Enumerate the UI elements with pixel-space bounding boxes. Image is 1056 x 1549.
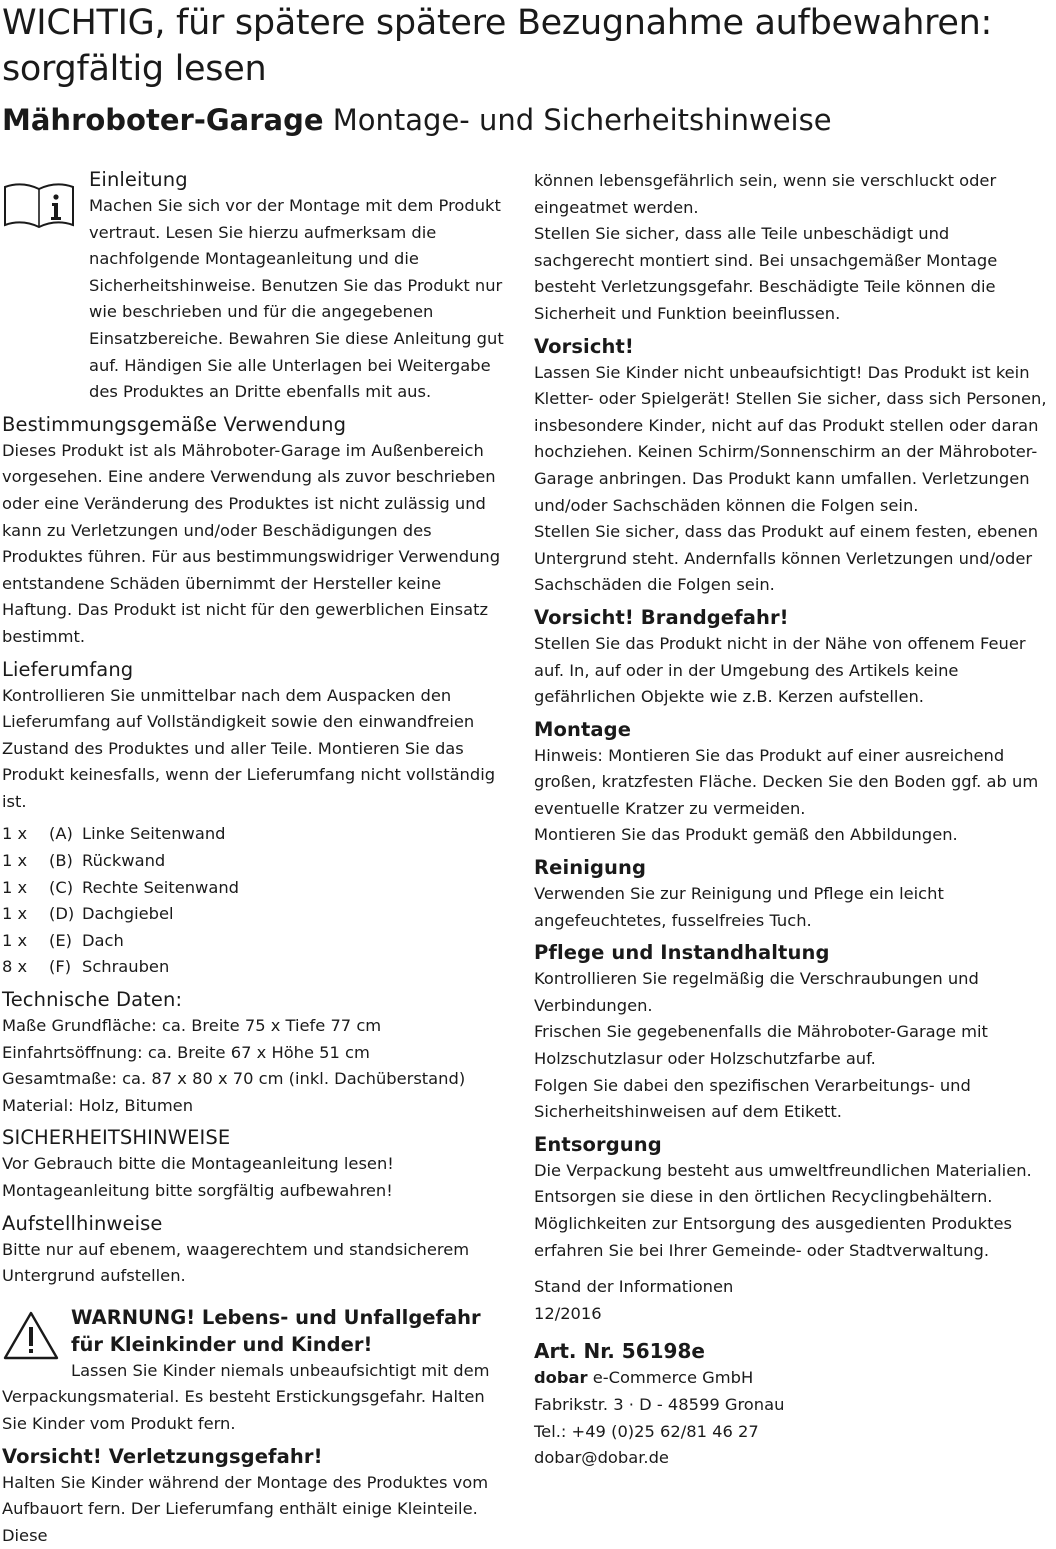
parts-list [2, 821, 512, 981]
tech-line: Einfahrtsöffnung: ca. Breite 67 x Höhe 51 cm [2, 1042, 370, 1062]
fire-heading: Vorsicht! Brandgefahr! [534, 605, 789, 629]
subtitle-product: Mähroboter-Garage [2, 103, 324, 137]
injury-text: Halten Sie Kinder während der Montage des Produktes vom Aufbauort fern. Der Lieferumfang enthält einige Kleinteile. Diese [2, 1472, 489, 1545]
page-title: WICHTIG, für spätere spätere Bezugnahme aufbewahren: sorgfältig lesen [2, 3, 993, 89]
list-item: 1 x (D) Dachgiebel [2, 904, 174, 924]
list-item: 8 x (F) Schrauben [2, 957, 170, 977]
page-subtitle [2, 100, 1056, 140]
delivery-heading: Lieferumfang [2, 657, 134, 681]
safety-line: Vor Gebrauch bitte die Montageanleitung lesen! [2, 1154, 394, 1174]
company-phone: Tel.: +49 (0)25 62/81 46 27 [534, 1421, 759, 1441]
warning-triangle-icon [2, 1310, 60, 1362]
caution-text: Lassen Sie Kinder nicht unbeaufsichtigt! Das Produkt ist kein Kletter- oder Spielgerät! Stellen Sie sicher, dass sich Personen, insbesondere Kinder, nicht auf das Produkt stellen oder daran hochziehen. Keinen Schirm/Sonnenschirm an der Mähroboter-Garage anbringen. Das Produkt kann umfallen. Verletzungen und/oder Sachschäden können die Folgen sein. [534, 362, 1047, 515]
usage-text: Dieses Produkt ist als Mähroboter-Garage im Außenbereich vorgesehen. Eine andere Verwendung als zuvor beschrieben oder eine Veränderung des Produktes ist nicht zulässig und kann zu Verletzungen und/oder Beschädigungen des Produktes führen. Für aus bestimmungswidriger Verwendung entstandene Schäden übernimmt der Hersteller keine Haftung. Das Produkt ist nicht für den gewerblichen Einsatz bestimmt. [2, 440, 501, 646]
setup-text: Bitte nur auf ebenem, waagerechtem und standsicherem Untergrund aufstellen. [2, 1239, 470, 1286]
company-address: Fabrikstr. 3 · D - 48599 Gronau [534, 1394, 785, 1414]
company-brand: dobar [534, 1368, 588, 1388]
assembly-text-2: Montieren Sie das Produkt gemäß den Abbildungen. [534, 825, 958, 845]
info-date: 12/2016 [534, 1303, 602, 1323]
injury-text-2: Stellen Sie sicher, dass alle Teile unbeschädigt und sachgerecht montiert sind. Bei unsachgemäßer Montage besteht Verletzungsgefahr. Beschädigte Teile können die Sicherheit und Funktion beeinflussen. [534, 224, 998, 323]
warning-section [2, 1304, 512, 1438]
intro-text: Machen Sie sich vor der Montage mit dem Produkt vertraut. Lesen Sie hierzu aufmerksam die nachfolgende Montageanleitung und die Sicherheitshinweise. Benutzen Sie das Produkt nur wie beschrieben und für die angegebenen Einsatzbereiche. Bewahren Sie diese Anleitung gut auf. Händigen Sie alle Unterlagen bei Weitergabe des Produktes an Dritte ebenfalls mit aus. [89, 196, 504, 402]
right-column [534, 168, 1054, 1472]
company-name [534, 1365, 1054, 1392]
safety-line: Montageanleitung bitte sorgfältig aufbewahren! [2, 1181, 393, 1200]
company-email: dobar@dobar.de [534, 1448, 669, 1468]
tech-heading: Technische Daten: [2, 988, 183, 1012]
warning-text: Lassen Sie Kinder niemals unbeaufsichtigt mit dem Verpackungsmaterial. Es besteht Erstickungsgefahr. Halten Sie Kinder vom Produkt fern. [2, 1360, 490, 1433]
assembly-text: Hinweis: Montieren Sie das Produkt auf einer ausreichend großen, kratzfesten Fläche. Decken Sie den Boden ggf. ab um eventuelle Kratzer zu vermeiden. [534, 745, 1039, 818]
list-item: 1 x (B) Rückwand [2, 851, 166, 871]
warning-heading: WARNUNG! Lebens- und Unfallgefahr für Kleinkinder und Kinder! [71, 1305, 481, 1356]
intro-section [2, 166, 512, 406]
left-column [2, 166, 512, 1549]
delivery-text: Kontrollieren Sie unmittelbar nach dem Auspacken den Lieferumfang auf Vollständigkeit sowie den einwandfreien Zustand des Produktes und aller Teile. Montieren Sie das Produkt keinesfalls, wenn der Lieferumfang nicht vollständig ist. [2, 685, 496, 811]
care-heading: Pflege und Instandhaltung [534, 941, 830, 965]
fire-text: Stellen Sie das Produkt nicht in der Nähe von offenem Feuer auf. In, auf oder in der Umgebung des Artikels keine gefährlichen Objekte wie z.B. Kerzen aufstellen. [534, 633, 1026, 707]
list-item: 1 x (A) Linke Seitenwand [2, 824, 226, 844]
info-book-icon [2, 181, 76, 231]
info-label: Stand der Informationen [534, 1277, 734, 1297]
disposal-text: Die Verpackung besteht aus umweltfreundlichen Materialien. Entsorgen sie diese in den örtlichen Recyclingbehältern. Möglichkeiten zur Entsorgung des ausgedienten Produktes erfahren Sie bei Ihrer Gemeinde- oder Stadtverwaltung. [534, 1160, 1032, 1260]
safety-heading: SICHERHEITSHINWEISE [2, 1126, 231, 1150]
list-item: 1 x (C) Rechte Seitenwand [2, 877, 239, 897]
disposal-heading: Entsorgung [534, 1132, 662, 1156]
injury-text-continued: können lebensgefährlich sein, wenn sie verschluckt oder eingeatmet werden. [534, 171, 997, 217]
tech-line: Maße Grundfläche: ca. Breite 75 x Tiefe 77 cm [2, 1016, 382, 1036]
usage-heading: Bestimmungsgemäße Verwendung [2, 412, 347, 436]
list-item: 1 x (E) Dach [2, 930, 124, 950]
injury-heading: Vorsicht! Verletzungsgefahr! [2, 1444, 323, 1468]
company-suffix: e-Commerce GmbH [592, 1368, 754, 1388]
tech-line: Gesamtmaße: ca. 87 x 80 x 70 cm (inkl. Dachüberstand) [2, 1069, 466, 1089]
tech-line: Material: Holz, Bitumen [2, 1095, 194, 1115]
caution-heading: Vorsicht! [534, 334, 634, 358]
care-text-2: Frischen Sie gegebenenfalls die Mähroboter-Garage mit Holzschutzlasur oder Holzschutzfarbe auf. [534, 1022, 988, 1069]
assembly-heading: Montage [534, 717, 632, 741]
cleaning-text: Verwenden Sie zur Reinigung und Pflege ein leicht angefeuchtetes, fusselfreies Tuch. [534, 884, 944, 930]
cleaning-heading: Reinigung [534, 856, 647, 880]
setup-heading: Aufstellhinweise [2, 1211, 163, 1235]
article-number: Art. Nr. 56198e [534, 1339, 705, 1364]
care-text-3: Folgen Sie dabei den spezifischen Verarbeitungs- und Sicherheitshinweisen auf dem Etikett. [534, 1075, 971, 1122]
subtitle-rest: Montage- und Sicherheitshinweise [332, 103, 832, 137]
intro-heading: Einleitung [89, 168, 188, 191]
caution-text-2: Stellen Sie sicher, dass das Produkt auf einem festen, ebenen Untergrund steht. Andernfalls können Verletzungen und/oder Sachschäden die Folgen sein. [534, 522, 1039, 595]
care-text: Kontrollieren Sie regelmäßig die Verschraubungen und Verbindungen. [534, 969, 979, 1015]
